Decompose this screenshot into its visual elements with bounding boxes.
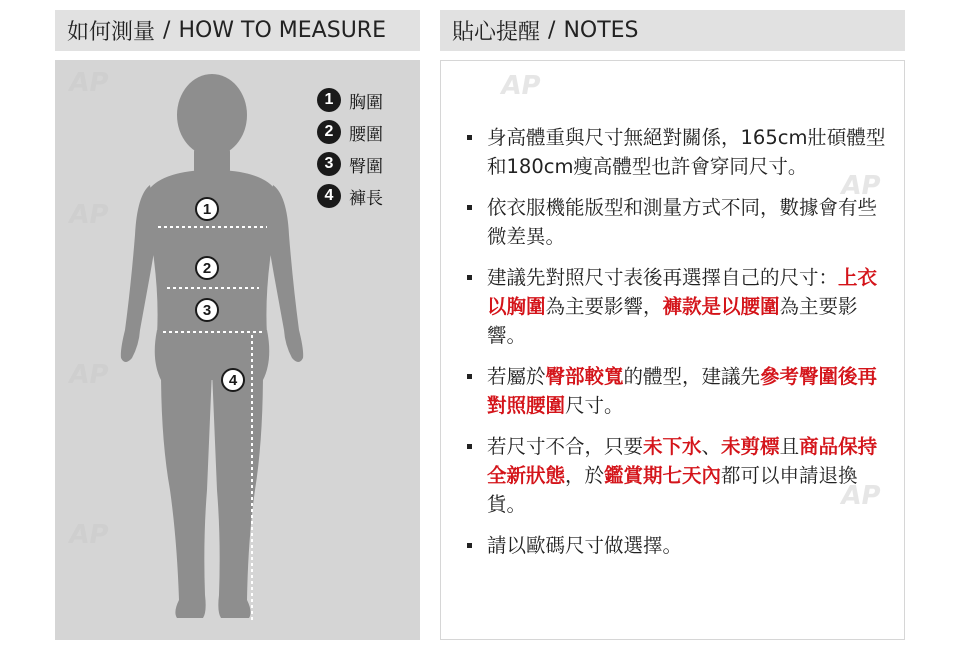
notes-panel: [440, 60, 905, 640]
note-highlight-text: 褲款是以腰圍: [662, 295, 780, 318]
note-text: ，於: [565, 464, 605, 487]
legend-item-chest: [317, 84, 383, 116]
legend-item-hip: [317, 148, 383, 180]
header-notes-en: NOTES: [563, 18, 639, 43]
body-silhouette-icon: [121, 74, 303, 618]
legend-label: 臀圍: [349, 156, 383, 177]
legend-number-badge: 4: [317, 184, 341, 208]
header-notes-zh: 貼心提醒: [452, 20, 541, 45]
note-text: 為主要影響。: [487, 295, 858, 347]
note-item: [463, 432, 888, 519]
legend-label: 褲長: [349, 188, 383, 209]
measure-panel: [55, 60, 420, 640]
note-item: [463, 362, 888, 420]
legend-label: 胸圍: [349, 92, 383, 113]
legend-number-badge: 2: [317, 120, 341, 144]
note-text: 為主要影響，: [545, 295, 663, 318]
watermark-logo: AP: [66, 360, 111, 390]
watermark-logo: AP: [838, 481, 883, 511]
note-text: 身高體重與尺寸無絕對關係，165cm壯碩體型和180cm瘦高體型也許會穿同尺寸。: [487, 126, 886, 178]
measure-legend: [317, 84, 383, 212]
note-item: [463, 531, 888, 560]
watermark-logo: AP: [66, 200, 111, 230]
note-text: 且: [779, 435, 800, 458]
note-item: [463, 193, 888, 251]
note-item: [463, 123, 888, 181]
legend-item-pants-length: [317, 180, 383, 212]
notes-header: [440, 10, 905, 51]
note-text: 的體型，建議先: [623, 365, 761, 388]
header-notes-sep: /: [548, 18, 556, 43]
watermark-logo: AP: [66, 520, 111, 550]
chest-marker-badge: 1: [195, 197, 219, 221]
notes-list: [463, 123, 888, 572]
note-highlight-text: 參考臀圍後再對照腰圍: [487, 365, 878, 417]
note-text: 若尺寸不合，只要: [487, 435, 644, 458]
how-to-measure-header: [55, 10, 420, 51]
hip-marker-badge: 3: [195, 298, 219, 322]
note-highlight-text: 鑑賞期七天內: [604, 464, 722, 487]
watermark-logo: AP: [498, 71, 543, 101]
note-highlight-text: 未剪標: [721, 435, 780, 458]
header-measure-en: HOW TO MEASURE: [178, 18, 386, 43]
header-measure-sep: /: [163, 18, 171, 43]
watermark-logo: AP: [838, 171, 883, 201]
header-measure-zh: 如何測量: [67, 20, 156, 45]
note-text: 依衣服機能版型和測量方式不同，數據會有些微差異。: [487, 196, 878, 248]
note-highlight-text: 上衣以胸圍: [487, 266, 878, 318]
note-text: 尺寸。: [565, 394, 624, 417]
note-highlight-text: 未下水: [643, 435, 702, 458]
legend-label: 腰圍: [349, 124, 383, 145]
note-text: 若屬於: [487, 365, 546, 388]
waist-marker-badge: 2: [195, 256, 219, 280]
note-text: 都可以申請退換貨。: [487, 464, 858, 516]
watermark-logo: AP: [66, 68, 111, 98]
note-highlight-text: 商品保持全新狀態: [487, 435, 878, 487]
note-text: 建議先對照尺寸表後再選擇自己的尺寸：: [487, 266, 839, 289]
note-highlight-text: 臀部較寬: [545, 365, 624, 388]
legend-number-badge: 1: [317, 88, 341, 112]
legend-item-waist: [317, 116, 383, 148]
pants-length-marker-badge: 4: [221, 368, 245, 392]
note-text: 請以歐碼尺寸做選擇。: [487, 534, 683, 557]
note-text: 、: [701, 435, 722, 458]
note-item: [463, 263, 888, 350]
legend-number-badge: 3: [317, 152, 341, 176]
